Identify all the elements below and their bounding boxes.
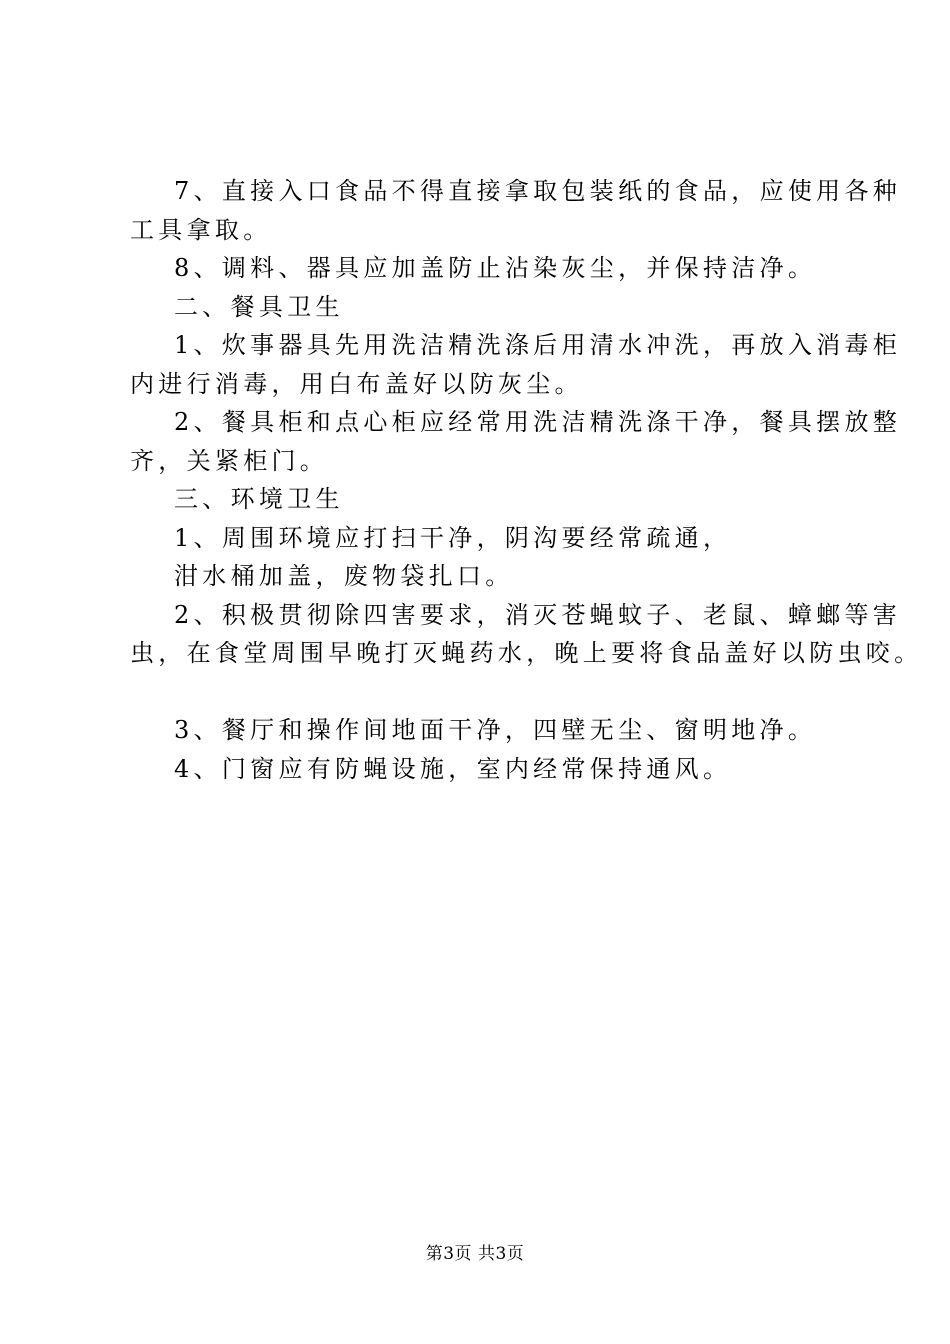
blank-line	[130, 673, 860, 712]
paragraph-line: 3、餐厅和操作间地面干净，四壁无尘、窗明地净。	[174, 716, 817, 744]
paragraph-line: 2、餐具柜和点心柜应经常用洗洁精洗涤干净，餐具摆放整	[174, 408, 902, 436]
paragraph-line: 1、炊事器具先用洗洁精洗涤后用清水冲洗，再放入消毒柜	[174, 331, 902, 359]
paragraph-line: 1、周围环境应打扫干净，阴沟要经常疏通，	[174, 523, 732, 552]
paragraph-line: 虫，在食堂周围早晚打灭蝇药水，晚上要将食品盖好以防虫咬。	[130, 639, 923, 667]
paragraph-line: 工具拿取。	[130, 215, 272, 244]
paragraph-line: 4、门窗应有防蝇设施，室内经常保持通风。	[174, 754, 732, 783]
paragraph-line: 7、直接入口食品不得直接拿取包装纸的食品，应使用各种	[174, 177, 902, 205]
paragraph-line: 泔水桶加盖，废物袋扎口。	[174, 562, 514, 590]
document-body	[130, 172, 923, 788]
paragraph-line: 内进行消毒，用白布盖好以防灰尘。	[130, 369, 583, 398]
page-footer: 第3页 共3页	[425, 1244, 525, 1264]
paragraph-line: 8、调料、器具应加盖防止沾染灰尘，并保持洁净。	[174, 254, 817, 282]
section-heading: 三、环境卫生	[174, 485, 344, 513]
paragraph-line: 齐，关紧柜门。	[130, 446, 329, 475]
paragraph-line: 2、积极贯彻除四害要求，消灭苍蝇蚊子、老鼠、蟑螂等害	[174, 600, 902, 629]
section-heading: 二、餐具卫生	[174, 292, 344, 321]
